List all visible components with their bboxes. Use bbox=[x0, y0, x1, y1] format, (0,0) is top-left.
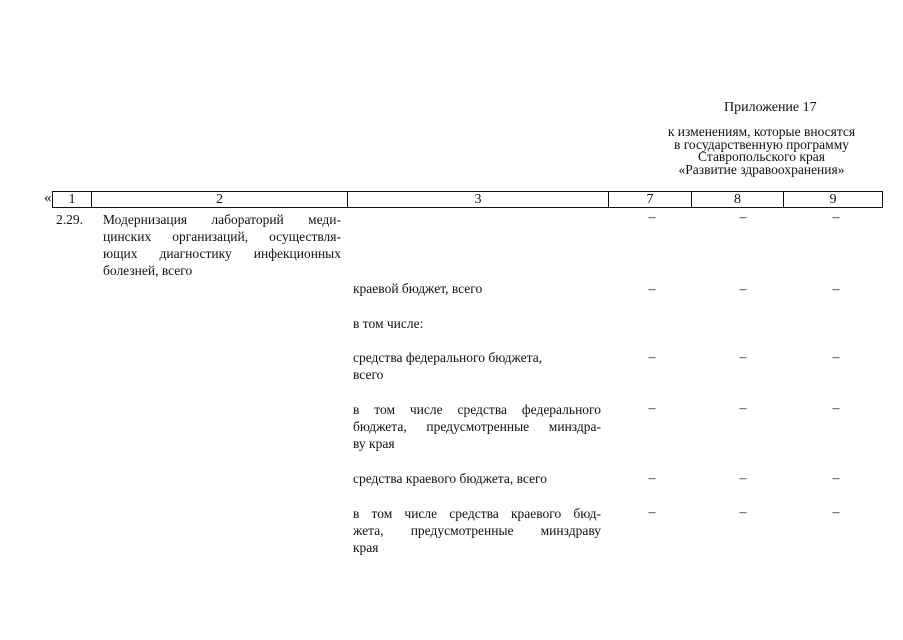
row-description-line: Модернизация лабораторий меди- bbox=[103, 212, 341, 227]
funding-source-line: в том числе средства федерального bbox=[353, 402, 601, 417]
column-header-3: 3 bbox=[347, 191, 608, 208]
row-description bbox=[103, 211, 341, 279]
value-col9: – bbox=[832, 401, 840, 416]
funding-source-line: краевой бюджет, всего bbox=[353, 281, 483, 296]
funding-including-label bbox=[353, 315, 601, 332]
value-col9: – bbox=[832, 471, 840, 486]
funding-source-line: бюджета, предусмотренные минздра- bbox=[353, 419, 601, 434]
funding-source-line: средства федерального бюджета, bbox=[353, 350, 543, 365]
value-col7: – bbox=[648, 505, 656, 520]
value-col9: – bbox=[832, 350, 840, 365]
funding-source-regional-funds bbox=[353, 470, 601, 487]
column-header-9: 9 bbox=[783, 191, 883, 208]
appendix-subtitle-line: Ставропольского края bbox=[698, 149, 825, 164]
appendix-subtitle bbox=[640, 126, 883, 176]
appendix-title: Приложение 17 bbox=[724, 100, 817, 115]
value-col9: – bbox=[832, 282, 840, 297]
column-header-8: 8 bbox=[691, 191, 783, 208]
table-open-quote: « bbox=[44, 190, 52, 206]
column-header-7: 7 bbox=[608, 191, 691, 208]
row-number: 2.29. bbox=[56, 212, 83, 227]
row-description-line: ющих диагностику инфекционных bbox=[103, 246, 341, 261]
value-col8: – bbox=[739, 282, 747, 297]
value-col8: – bbox=[739, 401, 747, 416]
column-header-1: 1 bbox=[52, 191, 91, 208]
appendix-subtitle-line: в государственную программу bbox=[673, 136, 850, 152]
appendix-subtitle-line: «Развитие здравоохранения» bbox=[678, 161, 845, 177]
row-total-col9: – bbox=[832, 210, 840, 225]
funding-source-regional-budget bbox=[353, 280, 601, 297]
value-col8: – bbox=[739, 350, 747, 365]
row-total-col8: – bbox=[739, 210, 747, 225]
funding-source-line: всего bbox=[353, 367, 384, 382]
value-col7: – bbox=[648, 350, 656, 365]
row-description-line: болезней, всего bbox=[103, 263, 193, 278]
funding-source-regional-ministry bbox=[353, 505, 601, 556]
funding-source-line: жета, предусмотренные минздраву bbox=[353, 523, 601, 538]
funding-source-line: в том числе: bbox=[353, 316, 424, 331]
funding-source-federal-ministry bbox=[353, 401, 601, 452]
value-col7: – bbox=[648, 282, 656, 297]
row-description-line: цинских организаций, осуществля- bbox=[103, 229, 341, 244]
value-col8: – bbox=[739, 471, 747, 486]
column-header-2: 2 bbox=[91, 191, 347, 208]
row-total-col7: – bbox=[648, 210, 656, 225]
value-col7: – bbox=[648, 471, 656, 486]
funding-source-line: средства краевого бюджета, всего bbox=[353, 471, 548, 486]
funding-source-line: ву края bbox=[353, 436, 395, 451]
funding-source-line: в том числе средства краевого бюд- bbox=[353, 506, 601, 521]
funding-source-federal-budget bbox=[353, 349, 601, 383]
value-col7: – bbox=[648, 401, 656, 416]
funding-source-line: края bbox=[353, 540, 379, 555]
appendix-subtitle-line: к изменениям, которые вносятся bbox=[667, 124, 856, 139]
value-col8: – bbox=[739, 505, 747, 520]
value-col9: – bbox=[832, 505, 840, 520]
